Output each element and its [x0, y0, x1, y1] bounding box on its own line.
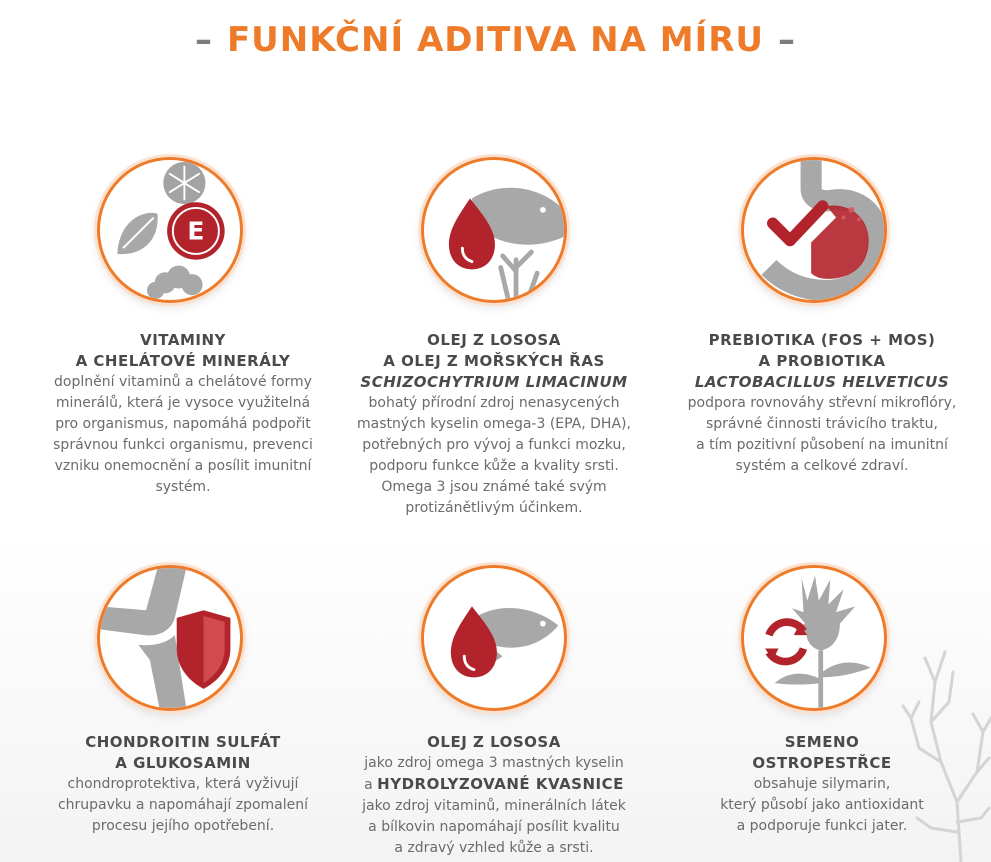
item-heading-line: CHONDROITIN SULFÁT [85, 733, 281, 751]
item-text-line: minerálů, která je vysoce využitelná [55, 395, 311, 411]
item-text-line: a bílkovin napomáhají posílit kvalitu [368, 819, 620, 835]
item-text-line: obsahuje silymarin, [753, 776, 891, 792]
gut-health-icon [741, 157, 887, 303]
item-text-line: mastných kyselin omega-3 (EPA, DHA), [357, 416, 631, 432]
item-heading-line: A GLUKOSAMIN [115, 754, 251, 772]
item-text-line: pro organismus, napomáhá podpořit [55, 416, 311, 432]
item-heading-line: OSTROPESTŘCE [752, 754, 892, 772]
vitamins-minerals-icon [97, 157, 243, 303]
item-text-line: a tím pozitivní působení na imunitní [696, 437, 948, 453]
item-text-line: který působí jako antioxidant [720, 797, 924, 813]
item-text-bold: HYDROLYZOVANÉ KVASNICE [377, 775, 624, 793]
item-heading-line: OLEJ Z LOSOSA [427, 733, 561, 751]
item-text-line: procesu jejího opotřebení. [91, 818, 275, 834]
item-vitamins [33, 330, 333, 498]
milk-thistle-icon [741, 565, 887, 711]
item-text-line-mixed [344, 774, 644, 796]
item-text-line: podpora rovnováhy střevní mikroflóry, [687, 395, 957, 411]
item-heading-line: VITAMINY [140, 331, 226, 349]
item-salmon-algae-oil [344, 330, 644, 519]
item-text-line: systém. [155, 479, 211, 495]
item-text-line: a zdravý vzhled kůže a srsti. [394, 840, 594, 856]
item-text-line: potřebných pro vývoj a funkci mozku, [362, 437, 626, 453]
item-chondroitin [33, 732, 333, 837]
item-heading-line: SCHIZOCHYTRIUM LIMACINUM [360, 373, 628, 391]
item-text-a: a [364, 777, 373, 793]
page-title [0, 20, 991, 60]
item-heading-line: SEMENO [784, 733, 860, 751]
item-heading-line: A CHELÁTOVÉ MINERÁLY [75, 352, 291, 370]
item-heading-line: PREBIOTIKA (FOS + MOS) [708, 331, 936, 349]
salmon-algae-oil-icon [421, 157, 567, 303]
item-text-line: chondroprotektiva, která vyživují [67, 776, 299, 792]
item-salmon-oil [344, 732, 644, 859]
item-text-line: Omega 3 jsou známé také svým [381, 479, 607, 495]
item-prebiotics [672, 330, 972, 477]
item-text-line: a podporuje funkci jater. [736, 818, 908, 834]
item-heading-line: OLEJ Z LOSOSA [427, 331, 561, 349]
item-text-line: jako zdroj omega 3 mastných kyselin [364, 755, 624, 771]
coral-decoration [901, 622, 991, 862]
item-text-line: systém a celkové zdraví. [735, 458, 909, 474]
title-dash-right: – [778, 20, 797, 60]
item-text-line: vzniku onemocnění a posílit imunitní [54, 458, 312, 474]
vitamin-e-letter: E [187, 216, 205, 246]
item-text-line: správnou funkci organismu, prevenci [53, 437, 313, 453]
item-heading-line: A PROBIOTIKA [758, 352, 886, 370]
joint-shield-icon [97, 565, 243, 711]
item-heading-line: LACTOBACILLUS HELVETICUS [694, 373, 950, 391]
item-text-line: protizánětlivým účinkem. [405, 500, 583, 516]
item-text-line: chrupavku a napomáhají zpomalení [57, 797, 309, 813]
item-heading-line: A OLEJ Z MOŘSKÝCH ŘAS [383, 352, 605, 370]
title-text: FUNKČNÍ ADITIVA NA MÍRU [226, 20, 765, 60]
item-text-line: bohatý přírodní zdroj nenasycených [368, 395, 620, 411]
item-text-line: správné činnosti trávicího traktu, [706, 416, 938, 432]
item-text-line: doplnění vitaminů a chelátové formy [54, 374, 312, 390]
item-text-line: jako zdroj vitaminů, minerálních látek [362, 798, 626, 814]
salmon-oil-icon [421, 565, 567, 711]
title-dash-left: – [194, 20, 213, 60]
item-text-line: podporu funkce kůže a kvality srsti. [369, 458, 619, 474]
